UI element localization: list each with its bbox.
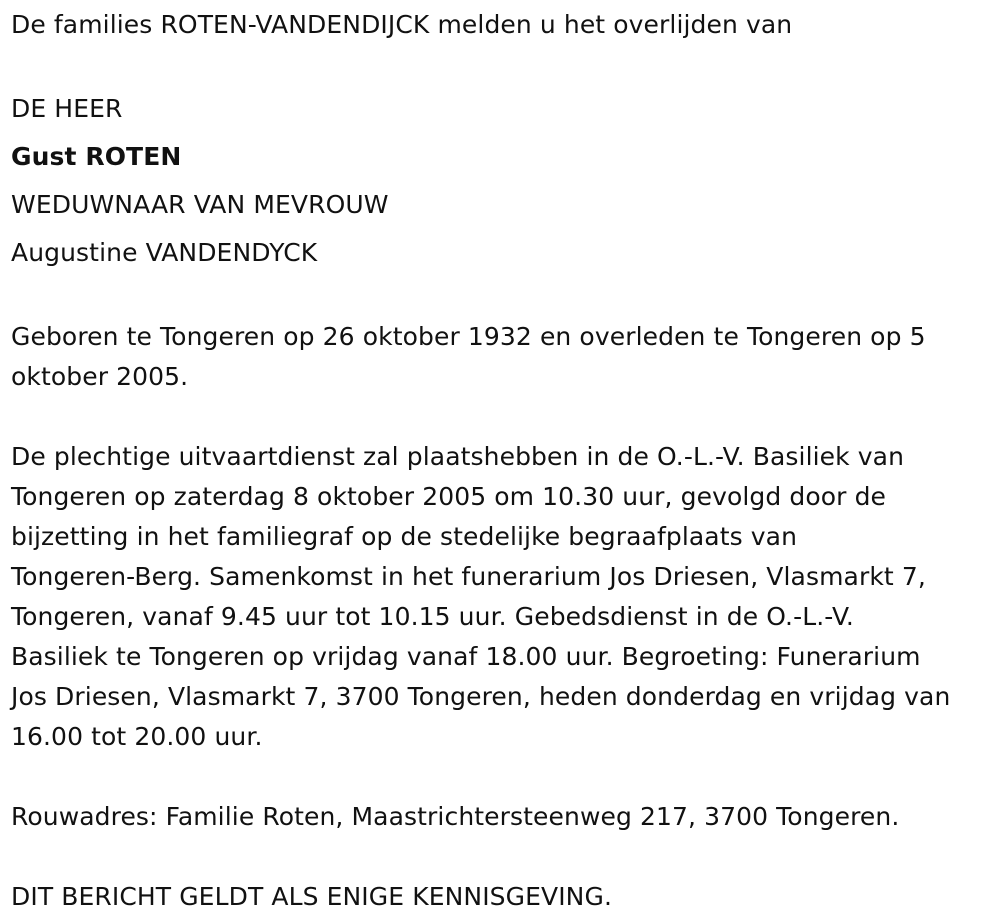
spouse-name: Augustine VANDENDYCK: [11, 238, 318, 267]
footer-notice: DIT BERICHT GELDT ALS ENIGE KENNISGEVING.: [11, 882, 612, 911]
spacer: [11, 397, 996, 437]
mourning-address: Rouwadres: Familie Roten, Maastrichtersteenweg 217, 3700 Tongeren.: [11, 802, 900, 831]
birth-death-line-1: Geboren te Tongeren op 26 oktober 1932 en overleden te Tongeren op 5: [11, 322, 926, 351]
spacer: [11, 45, 996, 85]
death-notice: [11, 0, 996, 917]
honorific: DE HEER: [11, 94, 123, 123]
funeral-line: Basiliek te Tongeren op vrijdag vanaf 18.00 uur. Begroeting: Funerarium: [11, 642, 921, 671]
spacer: [11, 277, 996, 317]
funeral-line: Tongeren-Berg. Samenkomst in het funerarium Jos Driesen, Vlasmarkt 7,: [11, 562, 926, 591]
funeral-line: Tongeren, vanaf 9.45 uur tot 10.15 uur. Gebedsdienst in de O.-L.-V.: [11, 602, 854, 631]
funeral-line: Jos Driesen, Vlasmarkt 7, 3700 Tongeren, heden donderdag en vrijdag van: [11, 682, 951, 711]
spacer: [11, 837, 996, 877]
birth-death-line-2: oktober 2005.: [11, 362, 189, 391]
funeral-line: bijzetting in het familiegraf op de stedelijke begraafplaats van: [11, 522, 798, 551]
funeral-line: De plechtige uitvaartdienst zal plaatshebben in de O.-L.-V. Basiliek van: [11, 442, 905, 471]
relation-line: WEDUWNAAR VAN MEVROUW: [11, 190, 389, 219]
funeral-paragraph: [11, 437, 996, 757]
deceased-name: Gust ROTEN: [11, 142, 182, 171]
spacer: [11, 757, 996, 797]
funeral-line: Tongeren op zaterdag 8 oktober 2005 om 10.30 uur, gevolgd door de: [11, 482, 887, 511]
intro-line: De families ROTEN-VANDENDIJCK melden u het overlijden van: [11, 10, 793, 39]
funeral-line: 16.00 tot 20.00 uur.: [11, 722, 263, 751]
